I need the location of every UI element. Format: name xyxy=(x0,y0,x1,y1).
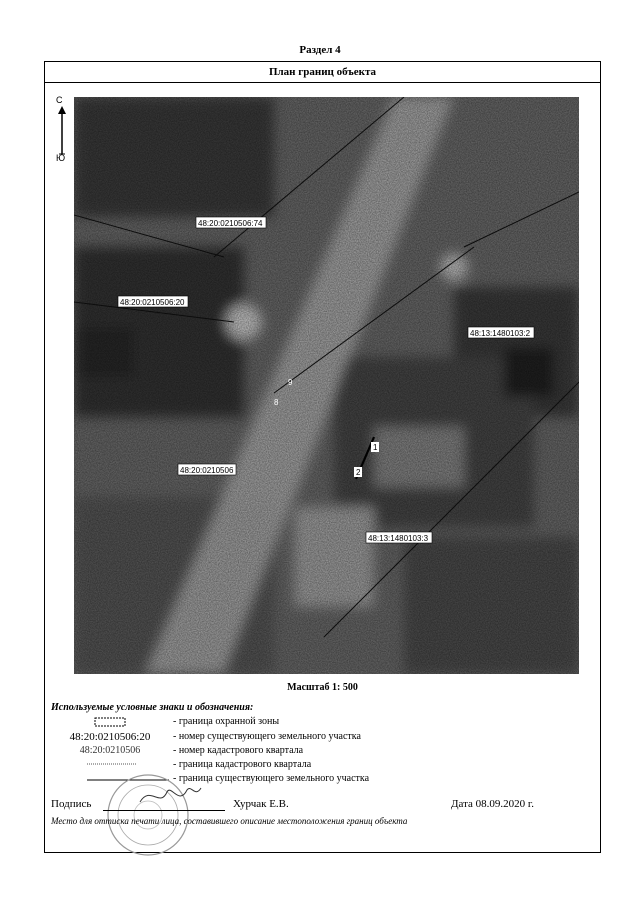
legend-symbol xyxy=(51,716,169,730)
legend-text: - граница кадастрового квартала xyxy=(173,759,312,770)
legend-text: - номер существующего земельного участка xyxy=(173,731,361,742)
point-label-2: 2 xyxy=(356,468,361,477)
aerial-map xyxy=(74,97,579,674)
legend-item-parcel-number xyxy=(51,731,571,745)
point-label-9: 9 xyxy=(288,378,293,387)
legend-item-protection-zone xyxy=(51,716,571,730)
legend-title: Используемые условные знаки и обозначения: xyxy=(51,702,254,713)
north-label: С xyxy=(56,95,63,105)
parcel-label-74: 48:20:0210506:74 xyxy=(198,219,263,228)
parcel-label-20: 48:20:0210506:20 xyxy=(120,298,185,307)
parcel-label-3: 48:13:1480103:3 xyxy=(368,534,429,543)
map-scale: Масштаб 1: 500 xyxy=(287,682,358,693)
point-label-8: 8 xyxy=(274,398,279,407)
legend-text: - граница охранной зоны xyxy=(173,716,280,727)
legend-symbol: 48:20:0210506:20 xyxy=(69,731,151,743)
legend-symbol xyxy=(51,759,169,773)
point-label-1: 1 xyxy=(373,443,378,452)
parcel-label-2: 48:13:1480103:2 xyxy=(470,329,531,338)
stamp-note: Место для оттиска печати лица, составившего описание местоположения границ объекта xyxy=(51,816,408,826)
signature-row xyxy=(51,798,551,814)
signer-name: Хурчак Е.В. xyxy=(233,798,289,810)
signature-line xyxy=(103,810,225,811)
quarter-label: 48:20:0210506 xyxy=(180,466,234,475)
legend-text: - номер кадастрового квартала xyxy=(173,745,304,756)
compass xyxy=(50,95,74,175)
legend-symbol: 48:20:0210506 xyxy=(79,745,141,756)
signature-label: Подпись xyxy=(51,798,92,810)
plan-title: План границ объекта xyxy=(44,61,601,83)
section-title: Раздел 4 xyxy=(299,44,341,56)
legend-item-quarter-number xyxy=(51,745,571,759)
south-label: Ю xyxy=(56,153,66,163)
legend-item-quarter-boundary xyxy=(51,759,571,773)
signature-date: Дата 08.09.2020 г. xyxy=(451,798,534,810)
legend-text: - граница существующего земельного участка xyxy=(173,773,370,784)
